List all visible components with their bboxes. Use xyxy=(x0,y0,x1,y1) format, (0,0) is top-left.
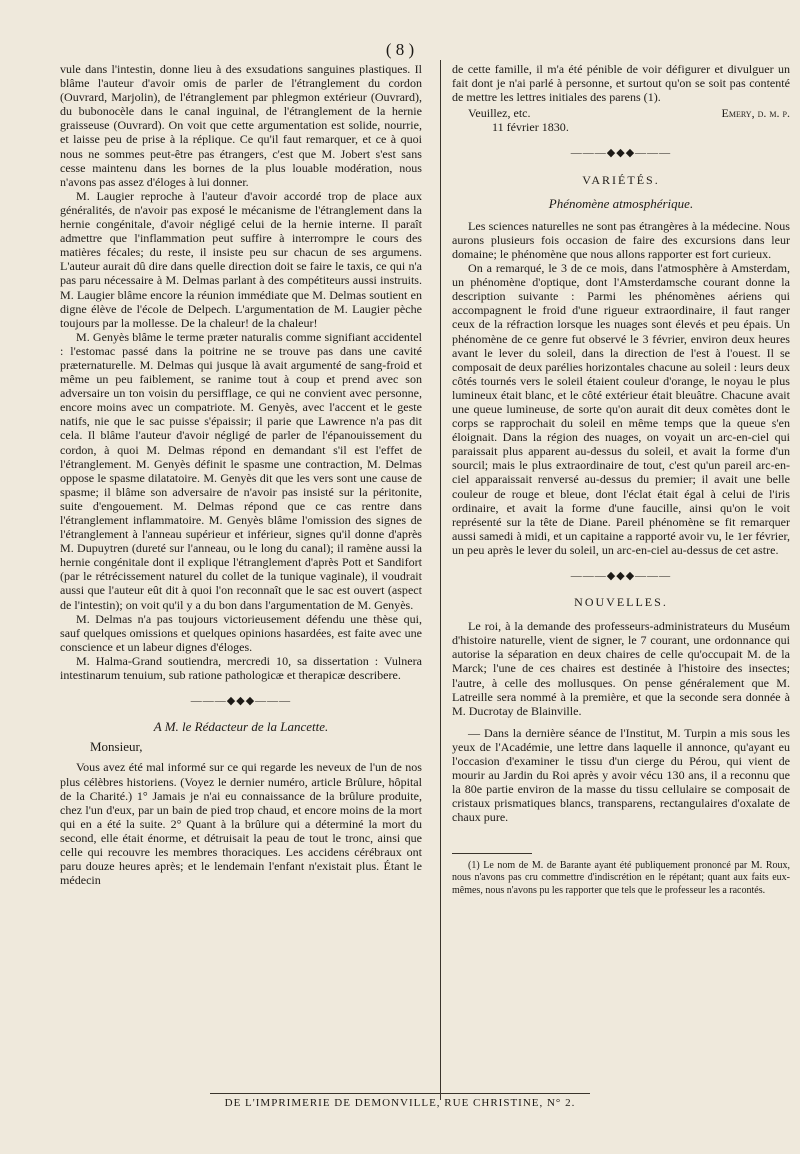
footnote-rule xyxy=(452,853,532,854)
page-number: ( 8 ) xyxy=(385,40,415,59)
section-heading-varietes: VARIÉTÉS. xyxy=(582,172,660,187)
letter-salutation: Monsieur, xyxy=(90,739,143,755)
paragraph: Les sciences naturelles ne sont pas étrangères à la médecine. Nous aurons plusieurs fois occasion de faire des excursions dans leur domaine; le phénomène que nous allons rapporter est fort curieux. xyxy=(452,218,790,261)
letter-body: Vous avez été mal informé sur ce qui regarde les neveux de l'un de nos plus célèbres historiens. (Voyez le dernier numéro, article Brûlure, hôpital de la Charité.) 1° Jamais je n'ai eu connaissance de la brûlure produite, chez l'un d'eux, par un bain de pied trop chaud, et encore moins de la mort qui en a été la suite. 2° Quant à la brûlure qui a déterminé la mort du second, elle était énorme, et détruisait la peau de tout le tronc, ainsi que celle qui recouvre les membres thoraciques. Les accidens cérébraux ont paru douze heures après; et le lendemain l'enfant n'existait plus. Étant le médecin xyxy=(60,760,422,888)
article-subtitle: Phénomène atmosphérique. xyxy=(548,195,694,211)
paragraph: On a remarqué, le 3 de ce mois, dans l'atmosphère à Amsterdam, un phénomène d'optique, dont l'Amsterdamsche courant donne la description suivante : Parmi les phénomènes aériens qui accompagnent le froid d'une rigueur extraordinaire, il faut ranger ceux de la réfraction lorsque les nuages sont élevés et peu épais. Un phénomène de ce genre fut observé le 3 février, environ deux heures avant le lever du soleil, dans la direction de l'est à l'ouest. Il se composait de deux parélies horizontales chacune au soleil : leurs deux côtés tournés vers le soleil étaient couleur d'orange, le noyau le plus lumineux était blanc, et le côté extérieur était bleuâtre. Chacune avait une queue lumineuse, de sorte qu'on aurait dit deux comètes dont le corps se rapprochait du soleil en même temps que la queue s'en éloignait. Dans la région des nuages, on voyait un arc-en-ciel qui paraissait plus apparent au-dessus du soleil, et avait la forme d'un sourcil; mais le plus extraordinaire de tout, c'est qu'un pareil arc-en-ciel apparaissait renversé au-dessus du premier; il avait une belle couleur de rouge et bleue, dont l'éclat était égal à celui de l'iris ordinaire, et avait la forme d'une faucille, ainsi qu'on le voit représenté sur la tête de Diane. Pareil phénomène se fit remarquer aussi samedi à midi, et un capitaine a rapporté avoir vu, le 1er février, un peu après le lever du soleil, un arc-en-ciel au-dessus de cet astre. xyxy=(452,261,790,557)
letter-signoff xyxy=(452,106,790,120)
right-column xyxy=(452,62,790,897)
section-separator: ———◆◆◆——— xyxy=(570,147,672,160)
letter-date: 11 février 1830. xyxy=(492,120,569,135)
paragraph: Le roi, à la demande des professeurs-administrateurs du Muséum d'histoire naturelle, vient de signer, le 7 courant, une ordonnance qui autorise la séparation en deux chaires de celle qu'occupait M. de la Marck; l'une de ces chaires est destinée à l'histoire des insectes; l'autre, à celle des mollusques. On pense généralement que M. Latreille sera nommé à la première, et que la seconde sera donnée à M. Ducrotay de Blainville. xyxy=(452,619,790,718)
paragraph: vule dans l'intestin, donne lieu à des exsudations sanguines plastiques. Il blâme l'auteur d'avoir omis de parler de l'étranglement du cordon (Ouvrard, Marjolin), de l'étranglement par phlegmon extérieur (Ouvrard), du bubonocèle dans le canal inguinal, de l'étranglement de la hernie graisseuse (Ouvrard). On voit que cette argumentation est solide, nourrie, et laisse peu de prise à la réplique. Ce qu'il faut remarquer, et ce à quoi nous ne sommes peut-être pas étrangers, c'est que M. Jobert s'est sans cesse maintenu dans les bornes de la plus louable modération, nous n'avons pas assez d'éloges à lui donner. xyxy=(60,62,422,189)
letter-signature: Emery, d. m. p. xyxy=(721,106,790,121)
paragraph: M. Laugier reproche à l'auteur d'avoir accordé trop de place aux généralités, de n'avoir pas exposé le mécanisme de l'étranglement dans la hernie congénitale, d'avoir négligé celui de la hernie interne. Il paraît admettre que l'inflammation peut suffire à interrompre le cours des matières fécales; du reste, il insiste peu sur chacun de ses argumens. L'auteur aurait dû dire dans quelle direction doit se faire le taxis, ce qui n'a pas paru nécessaire à M. Delmas parlant à des compétiteurs aussi instruits. M. Laugier blâme encore la réunion immédiate que M. Delmas soutient en digne élève de l'école de Delpech. L'argumentation de M. Laugier pèche toujours par la mollesse. De la chaleur! de la chaleur! xyxy=(60,188,422,330)
letter-continuation: de cette famille, il m'a été pénible de voir défigurer et divulguer un fait dont je n'ai parlé à personne, et surtout qu'on se soit pas contenté de mettre les lettres initiales des parens (1). xyxy=(452,62,790,105)
paragraph: M. Halma-Grand soutiendra, mercredi 10, sa dissertation : Vulnera intestinarum tenuium, sub ratione pathologicæ et therapicæ describere. xyxy=(60,653,422,683)
paragraph: M. Delmas n'a pas toujours victorieusement défendu une thèse qui, sauf quelques omissions et quelques opinions hasardées, est faite avec une conscience et un labeur dignes d'éloges. xyxy=(60,611,422,654)
footnote: (1) Le nom de M. de Barante ayant été publiquement prononcé par M. Roux, nous n'avons pas cru commettre d'indiscrétion en le répétant; quant aux faits eux-mêmes, nous n'avons pu les rapporter que tels que le professeur les a racontés. xyxy=(452,859,790,896)
printer-imprint: DE L'IMPRIMERIE DE DEMONVILLE, RUE CHRISTINE, N° 2. xyxy=(224,1097,576,1109)
column-divider xyxy=(440,60,441,1100)
left-column xyxy=(60,62,422,887)
section-heading-nouvelles: NOUVELLES. xyxy=(574,595,668,610)
section-separator: ———◆◆◆——— xyxy=(190,695,292,708)
letter-closing: Veuillez, etc. xyxy=(468,106,531,121)
paragraph: M. Genyès blâme le terme præter naturalis comme signifiant accidentel : l'estomac passé dans la poitrine ne se trouve pas dans une cavité præternaturelle. M. Delmas qui jusque là avait argumenté de sang-froid et même un peu faiblement, se ranime tout à coup et prend avec son adversaire un ton voisin du persifflage, ce qui ne convient avec personne, encore moins avec un compatriote. M. Genyès, avec l'accent et le geste natifs, nie que le sac puisse s'épaissir; il parie que Lawrence n'a pas dit cela. Il blâme l'auteur d'avoir négligé de parler de l'épanouissement du cordon, à quoi M. Delmas répond en demandant s'il est l'effet de l'étranglement. M. Genyès définit le spasme une contraction, M. Delmas oppose le spasme dilatatoire. M. Genyès dit que les vers sont une cause de spasme; il blâme son adversaire de n'avoir pas insisté sur la péritonite, suite d'engouement. M. Delmas répond que ce cas rentre dans l'étranglement inflammatoire. M. Genyès blâme l'omission des signes de l'étranglement à l'anneau supérieur et inférieur, signes qu'il donne d'après M. Dupuytren (dureté sur l'anneau, ou le long du canal); il ramène aussi la hernie congénitale dont il explique l'étranglement d'après Pott et Sandifort (par le rétrécissement naturel du collet de la tunique vaginale), il voudrait aussi que l'auteur eût dit à quoi l'on reconnaît que le sac est ouvert (aspect de l'intestin); on voit qu'il y a du bon dans l'argumentation de M. Genyès. xyxy=(60,329,422,612)
section-separator: ———◆◆◆——— xyxy=(570,570,672,582)
paragraph: — Dans la dernière séance de l'Institut, M. Turpin a mis sous les yeux de l'Académie, une lettre dans laquelle il annonce, qu'ayant eu l'occasion d'examiner le tissu d'un cierge du Pérou, qui vient de mourir au Jardin du Roi après y avoir vécu 130 ans, il a reconnu que la 80e partie environ de la masse du tissu cellulaire se composait de cristaux prismatiques blancs, transparens, rectangulaires d'oxalate de chaux pure. xyxy=(452,725,790,825)
imprint-rule xyxy=(210,1093,590,1094)
letter-title: A M. le Rédacteur de la Lancette. xyxy=(153,719,329,735)
